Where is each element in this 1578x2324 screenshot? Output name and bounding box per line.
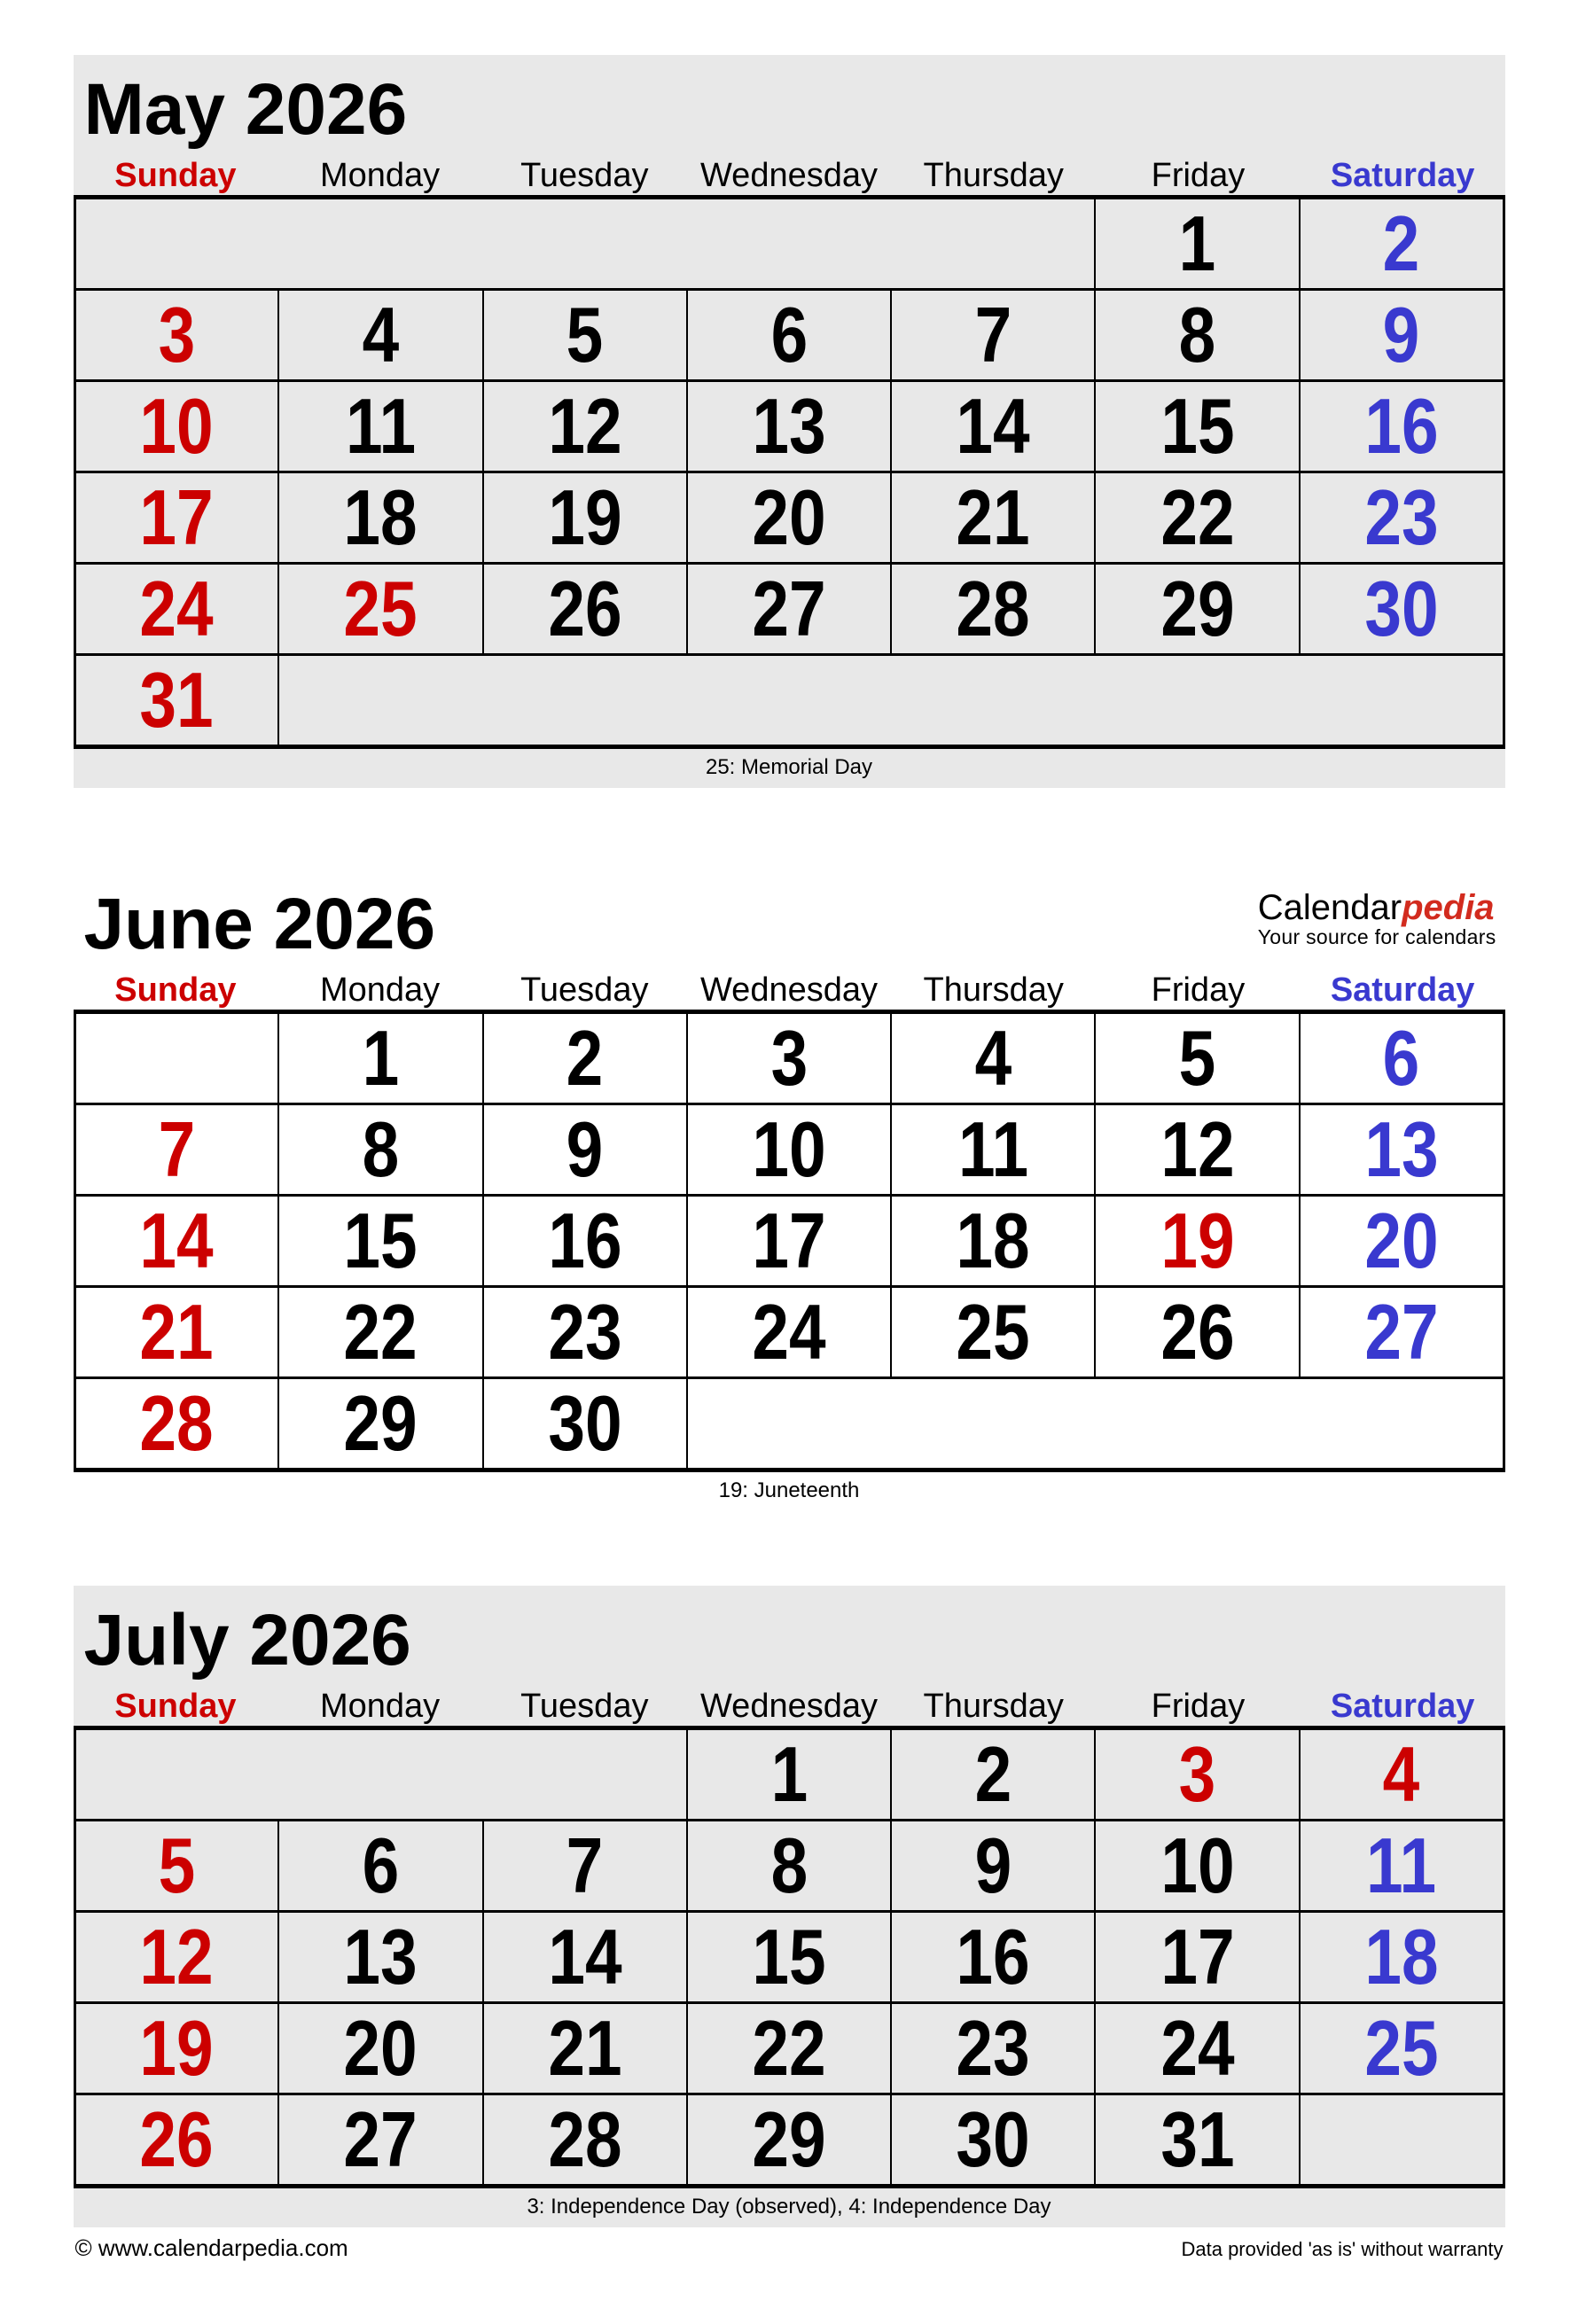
day-number: 6: [1382, 1014, 1420, 1102]
july-2026-calendar: [74, 1586, 1505, 2227]
weekday-label-saturday: Saturday: [1330, 1688, 1475, 1725]
may-weekday-header: [74, 158, 1505, 193]
empty-day-cell: [278, 655, 1504, 747]
day-cell-13: [687, 381, 891, 472]
day-cell-27: [278, 2094, 482, 2187]
week-row: [74, 1196, 1504, 1287]
day-cell-5: [74, 1821, 278, 1912]
weekday-label-monday: Monday: [319, 157, 441, 194]
day-cell-23: [483, 1287, 687, 1378]
day-number: 15: [1160, 382, 1235, 470]
day-number: 3: [158, 291, 196, 378]
day-number: 21: [548, 2004, 622, 2092]
day-number: 18: [343, 473, 418, 561]
day-number: 23: [956, 2004, 1030, 2092]
day-cell-14: [483, 1912, 687, 2003]
day-cell-10: [74, 381, 278, 472]
day-number: 5: [158, 1821, 196, 1909]
day-number: 20: [752, 473, 826, 561]
weekday-label-sunday: Sunday: [114, 1688, 237, 1725]
weekday-label-wednesday: Wednesday: [700, 1688, 878, 1725]
day-cell-13: [278, 1912, 482, 2003]
day-number: 22: [752, 2004, 826, 2092]
week-row: [74, 290, 1504, 381]
june-footnote: 19: Juneteenth: [718, 1478, 860, 1502]
day-number: 29: [1160, 565, 1235, 652]
june-header: [74, 882, 1505, 967]
day-number: 20: [343, 2004, 418, 2092]
day-number: 25: [956, 1288, 1030, 1376]
day-number: 21: [139, 1288, 214, 1376]
day-cell-31: [74, 655, 278, 747]
may-title: May 2026: [83, 69, 408, 150]
day-number: 12: [139, 1913, 214, 2000]
day-number: 5: [1178, 1014, 1216, 1102]
day-cell-25: [1300, 2003, 1504, 2094]
day-number: 17: [1160, 1913, 1235, 2000]
day-cell-30: [1300, 564, 1504, 655]
day-cell-4: [1300, 1728, 1504, 1821]
june-weekday-header: [74, 972, 1505, 1008]
day-number: 16: [956, 1913, 1030, 2000]
july-title: July 2026: [83, 1600, 411, 1681]
weekday-label-thursday: Thursday: [923, 157, 1064, 194]
copyright-text: © www.calendarpedia.com: [74, 2234, 348, 2261]
day-number: 14: [956, 382, 1030, 470]
day-cell-15: [687, 1912, 891, 2003]
day-cell-7: [483, 1821, 687, 1912]
day-cell-22: [687, 2003, 891, 2094]
weekday-label-saturday: Saturday: [1330, 157, 1475, 194]
day-number: 9: [974, 1821, 1012, 1909]
weekday-label-monday: Monday: [319, 971, 441, 1009]
weekday-label-sunday: Sunday: [114, 971, 237, 1009]
day-cell-8: [687, 1821, 891, 1912]
empty-day-cell: [1300, 2094, 1504, 2187]
day-cell-15: [1095, 381, 1299, 472]
day-number: 24: [139, 565, 214, 652]
day-number: 6: [362, 1821, 400, 1909]
day-cell-9: [1300, 290, 1504, 381]
day-cell-5: [483, 290, 687, 381]
day-cell-24: [687, 1287, 891, 1378]
day-number: 10: [1160, 1821, 1235, 1909]
weekday-label-tuesday: Tuesday: [520, 971, 649, 1009]
weekday-label-wednesday: Wednesday: [700, 971, 878, 1009]
week-row: [74, 1912, 1504, 2003]
day-number: 1: [770, 1730, 808, 1818]
day-number: 1: [1178, 199, 1216, 287]
day-number: 18: [956, 1197, 1030, 1284]
week-row: [74, 2094, 1504, 2187]
week-row: [74, 381, 1504, 472]
day-cell-12: [74, 1912, 278, 2003]
weekday-label-sunday: Sunday: [114, 157, 237, 194]
day-cell-26: [1095, 1287, 1299, 1378]
day-cell-21: [74, 1287, 278, 1378]
day-cell-17: [687, 1196, 891, 1287]
day-number: 1: [362, 1014, 400, 1102]
day-cell-1: [278, 1012, 482, 1104]
day-cell-3: [687, 1012, 891, 1104]
day-number: 9: [566, 1105, 604, 1193]
day-number: 26: [139, 2095, 214, 2183]
day-cell-18: [1300, 1912, 1504, 2003]
july-weekday-header: [74, 1688, 1505, 1724]
day-cell-30: [483, 1378, 687, 1470]
week-row: [74, 198, 1504, 290]
weekday-label-tuesday: Tuesday: [520, 1688, 649, 1725]
day-cell-20: [278, 2003, 482, 2094]
day-number: 7: [974, 291, 1012, 378]
day-number: 6: [770, 291, 808, 378]
day-number: 30: [1363, 565, 1439, 652]
day-number: 11: [345, 382, 416, 470]
day-number: 17: [139, 473, 214, 561]
day-cell-17: [1095, 1912, 1299, 2003]
day-number: 20: [1363, 1197, 1439, 1284]
weekday-label-thursday: Thursday: [923, 1688, 1064, 1725]
day-cell-16: [1300, 381, 1504, 472]
day-cell-11: [278, 381, 482, 472]
day-number: 14: [139, 1197, 214, 1284]
day-number: 10: [139, 382, 214, 470]
day-number: 12: [548, 382, 622, 470]
day-cell-10: [1095, 1821, 1299, 1912]
may-header: [74, 67, 1505, 152]
week-row: [74, 1104, 1504, 1196]
july-grid: [74, 1726, 1505, 2188]
day-number: 29: [343, 1379, 418, 1467]
empty-day-cell: [74, 1728, 687, 1821]
day-cell-26: [483, 564, 687, 655]
day-cell-26: [74, 2094, 278, 2187]
day-number: 5: [566, 291, 604, 378]
day-cell-21: [891, 472, 1095, 564]
june-2026-calendar: [74, 870, 1505, 1511]
day-number: 2: [566, 1014, 604, 1102]
day-cell-29: [687, 2094, 891, 2187]
day-cell-9: [891, 1821, 1095, 1912]
day-cell-30: [891, 2094, 1095, 2187]
day-number: 4: [974, 1014, 1012, 1102]
day-number: 24: [752, 1288, 826, 1376]
day-number: 24: [1160, 2004, 1235, 2092]
day-number: 11: [1366, 1821, 1437, 1909]
day-cell-29: [1095, 564, 1299, 655]
calendarpedia-logo-tagline: Your source for calendars: [1257, 925, 1496, 948]
day-number: 30: [956, 2095, 1030, 2183]
day-number: 4: [1382, 1730, 1420, 1818]
day-number: 15: [752, 1913, 826, 2000]
day-cell-22: [278, 1287, 482, 1378]
day-number: 23: [548, 1288, 622, 1376]
june-grid: [74, 1010, 1505, 1472]
day-cell-13: [1300, 1104, 1504, 1196]
day-cell-6: [1300, 1012, 1504, 1104]
day-cell-21: [483, 2003, 687, 2094]
day-cell-19: [1095, 1196, 1299, 1287]
day-number: 16: [1363, 382, 1439, 470]
day-number: 17: [752, 1197, 826, 1284]
week-row: [74, 1728, 1504, 1821]
day-cell-20: [1300, 1196, 1504, 1287]
may-2026-calendar: [74, 55, 1505, 788]
day-number: 30: [548, 1379, 622, 1467]
day-number: 29: [752, 2095, 826, 2183]
day-cell-2: [483, 1012, 687, 1104]
day-number: 27: [1363, 1288, 1439, 1376]
day-cell-11: [891, 1104, 1095, 1196]
day-cell-20: [687, 472, 891, 564]
day-number: 28: [139, 1379, 214, 1467]
day-number: 9: [1382, 291, 1420, 378]
day-cell-8: [278, 1104, 482, 1196]
day-cell-27: [687, 564, 891, 655]
day-number: 28: [956, 565, 1030, 652]
day-number: 13: [752, 382, 826, 470]
day-cell-3: [74, 290, 278, 381]
page-content: [74, 55, 1505, 2227]
week-row: [74, 1287, 1504, 1378]
day-cell-24: [1095, 2003, 1299, 2094]
day-cell-23: [1300, 472, 1504, 564]
week-row: [74, 655, 1504, 747]
day-cell-24: [74, 564, 278, 655]
day-number: 19: [1160, 1197, 1235, 1284]
day-number: 23: [1363, 473, 1439, 561]
day-cell-18: [278, 472, 482, 564]
day-cell-4: [891, 1012, 1095, 1104]
day-number: 10: [752, 1105, 826, 1193]
day-cell-4: [278, 290, 482, 381]
july-header: [74, 1598, 1505, 1683]
day-number: 19: [548, 473, 622, 561]
calendarpedia-logo: [1258, 889, 1496, 948]
day-cell-18: [891, 1196, 1095, 1287]
week-row: [74, 1821, 1504, 1912]
day-number: 31: [1160, 2095, 1235, 2183]
week-row: [74, 472, 1504, 564]
day-number: 28: [548, 2095, 622, 2183]
day-number: 3: [1178, 1730, 1216, 1818]
logo-text-black: Calendar: [1257, 888, 1402, 927]
day-cell-28: [483, 2094, 687, 2187]
day-number: 8: [770, 1821, 808, 1909]
week-row: [74, 1378, 1504, 1470]
day-number: 14: [548, 1913, 622, 2000]
empty-day-cell: [74, 198, 1095, 290]
weekday-label-monday: Monday: [319, 1688, 441, 1725]
day-cell-7: [74, 1104, 278, 1196]
day-cell-6: [687, 290, 891, 381]
day-number: 21: [956, 473, 1030, 561]
day-number: 8: [1178, 291, 1216, 378]
day-cell-19: [74, 2003, 278, 2094]
weekday-label-friday: Friday: [1151, 971, 1246, 1009]
logo-text-red: pedia: [1402, 888, 1495, 927]
page-footer: [74, 2234, 1505, 2262]
day-number: 7: [158, 1105, 196, 1193]
day-number: 11: [957, 1105, 1028, 1193]
day-cell-22: [1095, 472, 1299, 564]
week-row: [74, 564, 1504, 655]
day-cell-16: [483, 1196, 687, 1287]
week-row: [74, 1012, 1504, 1104]
day-cell-12: [483, 381, 687, 472]
day-cell-19: [483, 472, 687, 564]
day-number: 25: [1363, 2004, 1439, 2092]
day-cell-12: [1095, 1104, 1299, 1196]
june-title: June 2026: [83, 884, 436, 964]
empty-day-cell: [74, 1012, 278, 1104]
day-cell-11: [1300, 1821, 1504, 1912]
day-number: 2: [974, 1730, 1012, 1818]
day-cell-25: [891, 1287, 1095, 1378]
empty-day-cell: [687, 1378, 1504, 1470]
day-cell-23: [891, 2003, 1095, 2094]
day-cell-14: [891, 381, 1095, 472]
day-number: 13: [343, 1913, 418, 2000]
may-grid: [74, 195, 1505, 749]
day-number: 4: [362, 291, 400, 378]
day-number: 27: [752, 565, 826, 652]
day-number: 19: [139, 2004, 214, 2092]
day-cell-2: [891, 1728, 1095, 1821]
day-cell-31: [1095, 2094, 1299, 2187]
disclaimer-text: Data provided 'as is' without warranty: [1181, 2238, 1504, 2260]
july-footnote: 3: Independence Day (observed), 4: Independence Day: [527, 2195, 1051, 2219]
day-cell-25: [278, 564, 482, 655]
day-cell-15: [278, 1196, 482, 1287]
day-cell-16: [891, 1912, 1095, 2003]
day-number: 26: [548, 565, 622, 652]
day-number: 25: [343, 565, 418, 652]
day-cell-1: [1095, 198, 1299, 290]
day-cell-8: [1095, 290, 1299, 381]
day-number: 22: [1160, 473, 1235, 561]
day-cell-2: [1300, 198, 1504, 290]
day-cell-5: [1095, 1012, 1299, 1104]
day-cell-9: [483, 1104, 687, 1196]
day-number: 7: [566, 1821, 604, 1909]
day-number: 15: [343, 1197, 418, 1284]
weekday-label-friday: Friday: [1151, 157, 1246, 194]
weekday-label-tuesday: Tuesday: [520, 157, 649, 194]
day-cell-29: [278, 1378, 482, 1470]
day-cell-7: [891, 290, 1095, 381]
day-cell-10: [687, 1104, 891, 1196]
weekday-label-wednesday: Wednesday: [700, 157, 878, 194]
weekday-label-friday: Friday: [1151, 1688, 1246, 1725]
day-cell-14: [74, 1196, 278, 1287]
day-number: 31: [139, 656, 214, 744]
week-row: [74, 2003, 1504, 2094]
weekday-label-thursday: Thursday: [923, 971, 1064, 1009]
day-number: 3: [770, 1014, 808, 1102]
day-number: 8: [362, 1105, 400, 1193]
day-number: 2: [1382, 199, 1420, 287]
day-number: 22: [343, 1288, 418, 1376]
day-cell-6: [278, 1821, 482, 1912]
day-number: 13: [1363, 1105, 1439, 1193]
day-cell-17: [74, 472, 278, 564]
day-cell-28: [891, 564, 1095, 655]
day-cell-28: [74, 1378, 278, 1470]
day-number: 27: [343, 2095, 418, 2183]
day-cell-27: [1300, 1287, 1504, 1378]
calendarpedia-logo-wordmark: [1258, 889, 1496, 926]
weekday-label-saturday: Saturday: [1330, 971, 1475, 1009]
may-footnote: 25: Memorial Day: [705, 755, 873, 779]
day-number: 26: [1160, 1288, 1235, 1376]
day-cell-3: [1095, 1728, 1299, 1821]
day-number: 18: [1363, 1913, 1439, 2000]
day-cell-1: [687, 1728, 891, 1821]
day-number: 12: [1160, 1105, 1235, 1193]
day-number: 16: [548, 1197, 622, 1284]
